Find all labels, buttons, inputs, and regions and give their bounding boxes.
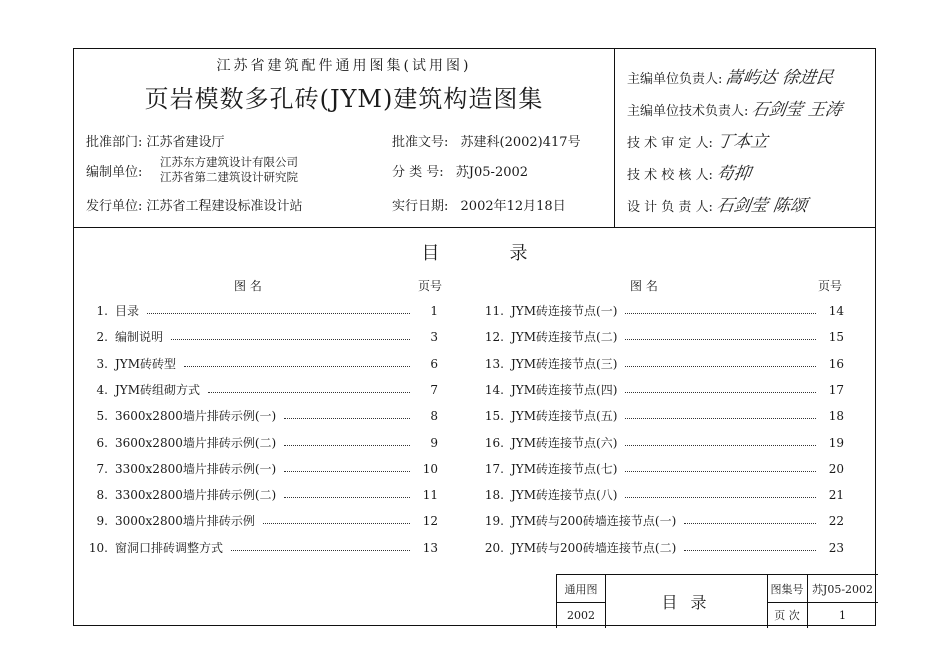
leader-dots (284, 435, 410, 446)
sheet-title: 目 录 (661, 593, 711, 612)
approval-dept-label: 批准部门: (86, 135, 143, 150)
toc-entry-name: 3000x2800墙片排砖示例 (115, 514, 255, 529)
toc-entry-name: 3300x2800墙片排砖示例(二) (115, 488, 277, 503)
leader-dots (184, 356, 410, 367)
toc-entry (86, 382, 438, 398)
toc-entry-name: JYM砖连接节点(一) (511, 304, 618, 318)
toc-entry (482, 540, 844, 556)
title-block-rule (767, 602, 878, 603)
handwritten-signature: 丁本立 (715, 132, 769, 152)
toc-entry (86, 408, 438, 424)
toc-entry-number: 20. (484, 540, 504, 555)
page-label: 页 次 (774, 609, 800, 622)
signature-row (627, 127, 768, 152)
toc-entry (482, 356, 844, 372)
toc-entry (86, 513, 438, 529)
toc-entry-number: 4. (96, 382, 108, 397)
approval-dept-line (86, 131, 225, 150)
toc-entry-name: 3600x2800墙片排砖示例(一) (115, 409, 277, 424)
toc-entry (482, 303, 844, 319)
toc-left-name-header: 图 名 (234, 279, 262, 293)
header-info (74, 49, 614, 227)
issue-unit-line (86, 195, 303, 214)
leader-dots (625, 435, 816, 446)
leader-dots (625, 329, 816, 340)
leader-dots (625, 461, 816, 472)
leader-dots (625, 303, 816, 314)
toc-entry-number: 7. (96, 461, 108, 476)
leader-dots (284, 408, 410, 419)
toc-entry-number: 16. (484, 435, 504, 450)
approval-no-line (392, 131, 581, 150)
series-title: 江苏省建筑配件通用图集(试用图) (216, 58, 472, 74)
toc-entry-name: JYM砖连接节点(七) (511, 461, 618, 476)
toc-entry-number: 5. (96, 409, 108, 424)
toc-entry-page: 22 (828, 514, 844, 529)
atlas-no-label: 图集号 (770, 582, 804, 596)
toc-entry-number: 2. (96, 330, 108, 345)
toc-entry (482, 487, 844, 503)
drawing-year: 2002 (567, 608, 595, 622)
toc-entry-page: 10 (422, 461, 438, 476)
signature-row (627, 159, 751, 184)
toc-entry-number: 8. (96, 488, 108, 503)
toc-entry-page: 21 (828, 488, 844, 503)
approval-dept: 江苏省建设厅 (146, 135, 225, 150)
toc-entry-page: 20 (828, 461, 844, 476)
toc-entry (482, 408, 844, 424)
toc-entry-name: 3600x2800墙片排砖示例(二) (115, 435, 277, 450)
toc-entry (482, 513, 844, 529)
class-no-line (392, 161, 528, 180)
toc-entry-number: 19. (484, 514, 504, 529)
leader-dots (263, 513, 410, 524)
leader-dots (171, 329, 410, 340)
toc-entry-name: JYM砖连接节点(三) (511, 356, 618, 371)
toc-entry-page: 14 (828, 304, 844, 318)
signature-role: 技 术 审 定 人: (627, 136, 713, 151)
class-no: 苏J05-2002 (455, 165, 529, 180)
class-no-label: 分 类 号: (392, 165, 444, 180)
toc-entry (86, 303, 438, 319)
signature-row (627, 95, 843, 120)
toc-entry-page: 12 (422, 514, 438, 529)
title-block-rule (767, 575, 768, 628)
signature-role: 主编单位技术负责人: (627, 104, 749, 119)
toc-right-name-header: 图 名 (630, 279, 658, 293)
toc-entry (482, 329, 844, 345)
toc-entry-number: 1. (96, 304, 108, 318)
toc-entry-number: 13. (484, 356, 504, 371)
signature-role: 技 术 校 核 人: (627, 168, 713, 183)
toc-entry-name: JYM砖连接节点(四) (511, 382, 618, 397)
toc-entry-page: 15 (828, 330, 844, 345)
leader-dots (625, 382, 816, 393)
toc-entry-page: 9 (430, 435, 438, 450)
leader-dots (284, 487, 410, 498)
effective-date: 2002年12月18日 (460, 199, 566, 214)
toc-entry (482, 461, 844, 477)
toc-entry-name: JYM砖连接节点(八) (511, 488, 618, 503)
toc-entry-name: 3300x2800墙片排砖示例(一) (115, 461, 277, 476)
leader-dots (625, 356, 816, 367)
signature-row (627, 63, 834, 88)
toc-entry-name: JYM砖与200砖墙连接节点(二) (511, 540, 677, 555)
page-no: 1 (839, 608, 846, 622)
leader-dots (625, 408, 816, 419)
toc-entry (482, 382, 844, 398)
signature-panel (614, 49, 876, 227)
general-label: 通用图 (564, 582, 598, 596)
toc-entry-name: 编制说明 (115, 330, 164, 345)
toc-entry-name: JYM砖组砌方式 (115, 382, 201, 397)
leader-dots (208, 382, 410, 393)
toc-entry-page: 8 (430, 409, 438, 424)
handwritten-signature: 苟抑 (715, 164, 752, 184)
signature-row (627, 191, 807, 216)
toc-entry-number: 12. (484, 330, 504, 345)
compile-unit-label-line (86, 161, 142, 180)
approval-no-label: 批准文号: (392, 135, 449, 150)
leader-dots (684, 513, 816, 524)
leader-dots (625, 487, 816, 498)
toc-entry-page: 23 (828, 540, 844, 555)
toc-entry (86, 487, 438, 503)
toc-entry (482, 435, 844, 451)
toc-entry-number: 14. (484, 382, 504, 397)
title-block-rule (605, 575, 606, 628)
main-title: 页岩模数多孔砖(JYM)建筑构造图集 (144, 85, 544, 113)
leader-dots (231, 540, 410, 551)
toc-entry-number: 15. (484, 409, 504, 424)
header-block (74, 49, 875, 228)
title-block-rule (557, 602, 605, 603)
handwritten-signature: 石剑莹 王涛 (750, 100, 844, 120)
toc-entry-number: 9. (96, 514, 108, 529)
effective-date-label: 实行日期: (392, 199, 449, 214)
toc-entry-number: 18. (484, 488, 504, 503)
atlas-no: 苏J05-2002 (811, 582, 874, 596)
toc-entry-page: 7 (430, 382, 438, 397)
toc-entry-page: 16 (828, 356, 844, 371)
handwritten-signature: 嵩屿达 徐进民 (724, 68, 835, 88)
toc-entry-page: 3 (430, 330, 438, 345)
toc-entry-name: JYM砖与200砖墙连接节点(一) (511, 514, 677, 529)
issue-unit: 江苏省工程建设标准设计站 (146, 199, 303, 214)
toc-entry-number: 6. (96, 435, 108, 450)
toc-entry-number: 11. (484, 304, 504, 318)
toc-entry-name: 目录 (115, 304, 140, 318)
signature-role: 主编单位负责人: (627, 72, 723, 87)
toc-entry-page: 11 (422, 488, 438, 503)
compile-unit-list (160, 155, 298, 185)
approval-no: 苏建科(2002)417号 (460, 135, 581, 150)
toc-entry (86, 356, 438, 372)
toc-entry-number: 17. (484, 461, 504, 476)
toc-entry-page: 13 (422, 540, 438, 555)
toc-entry (86, 329, 438, 345)
toc-entry-name: JYM砖连接节点(六) (511, 435, 618, 450)
title-block (556, 574, 878, 628)
toc-entry (86, 540, 438, 556)
toc-entry-name: JYM砖连接节点(二) (511, 330, 618, 345)
handwritten-signature: 石剑莹 陈颂 (715, 196, 809, 216)
toc-entry-name: JYM砖砖型 (115, 356, 177, 371)
toc-entry-name: JYM砖连接节点(五) (511, 409, 618, 424)
leader-dots (684, 540, 816, 551)
toc-right-page-header: 页号 (818, 279, 843, 293)
toc-entry-page: 19 (828, 435, 844, 450)
toc-entry-page: 1 (430, 304, 438, 318)
compile-unit-1: 江苏东方建筑设计有限公司 (160, 155, 298, 169)
toc-title: 目录 (421, 243, 598, 264)
toc-entry-page: 18 (828, 409, 844, 424)
toc-entry-page: 6 (430, 356, 438, 371)
toc-entry-name: 窗洞口排砖调整方式 (115, 540, 224, 555)
compile-unit-label: 编制单位: (86, 165, 143, 180)
toc-entry-number: 10. (88, 540, 108, 555)
toc-entry (86, 435, 438, 451)
effective-date-line (392, 195, 566, 214)
toc-entry-page: 17 (828, 382, 844, 397)
toc-entry (86, 461, 438, 477)
title-block-rule (807, 575, 808, 628)
compile-unit-2: 江苏省第二建筑设计研究院 (160, 170, 298, 184)
leader-dots (147, 303, 410, 314)
drawing-sheet (73, 48, 876, 626)
leader-dots (284, 461, 410, 472)
toc-entry-number: 3. (96, 356, 108, 371)
issue-unit-label: 发行单位: (86, 199, 143, 214)
signature-role: 设 计 负 责 人: (627, 200, 713, 215)
toc-left-page-header: 页号 (418, 279, 443, 293)
